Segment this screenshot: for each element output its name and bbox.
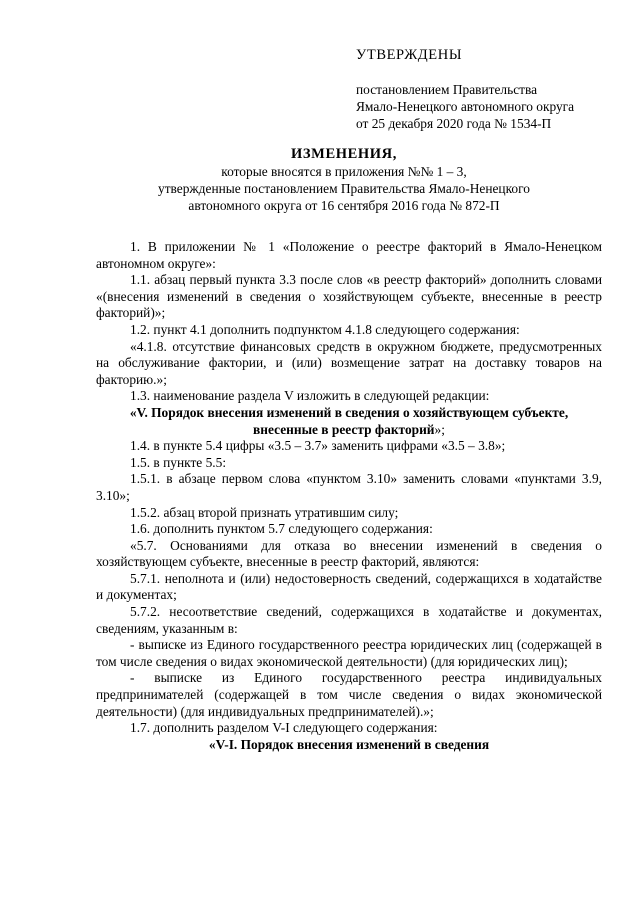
paragraph: 1.5. в пункте 5.5: bbox=[130, 454, 227, 470]
approval-line: постановлением Правительства bbox=[356, 82, 538, 97]
section-v-text: «V. Порядок внесения изменений в сведения о хозяйствующем субъекте, внесенные в реестр факторий bbox=[129, 404, 569, 437]
section-v-heading bbox=[96, 405, 602, 438]
paragraph: 1.4. в пункте 5.4 цифры «3.5 – 3.7» заменить цифрами «3.5 – 3.8»; bbox=[130, 438, 506, 454]
paragraph: «5.7. Основаниями для отказа во внесении изменений в сведения о хозяйствующем субъекте, внесенные в реестр факторий, являются: bbox=[96, 537, 602, 570]
paragraph: 1.5.2. абзац второй признать утратившим силу; bbox=[130, 504, 399, 520]
paragraph: 1.1. абзац первый пункта 3.3 после слов «в реестр факторий» дополнить словами «(внесения изменений в сведения о хозяйствующем субъекте, внесенные в реестр факторий)»; bbox=[96, 272, 602, 321]
paragraph: 1.5.1. в абзаце первом слова «пунктом 3.10» заменить словами «пунктами 3.9, 3.10»; bbox=[96, 471, 602, 503]
paragraph: 5.7.2. несоответствие сведений, содержащихся в ходатайстве и документах, сведениям, указанным в: bbox=[96, 604, 602, 636]
title-line: автономного округа от 16 сентября 2016 года № 872-П bbox=[188, 198, 500, 213]
paragraph: 1.3. наименование раздела V изложить в следующей редакции: bbox=[130, 388, 490, 404]
bullet-paragraph: - выписке из Единого государственного реестра юридических лиц (содержащей в том числе сведения о видах экономической деятельности) (для юридических лиц); bbox=[96, 637, 602, 669]
title-main: ИЗМЕНЕНИЯ, bbox=[291, 146, 397, 162]
document-title bbox=[96, 146, 592, 214]
paragraph: 1.7. дополнить разделом V-I следующего содержания: bbox=[130, 720, 438, 736]
title-line: которые вносятся в приложения №№ 1 – 3, bbox=[221, 164, 467, 179]
title-line: утвержденные постановлением Правительства Ямало-Ненецкого bbox=[158, 181, 530, 196]
section-vi-heading: «V-I. Порядок внесения изменений в сведения bbox=[208, 736, 490, 752]
paragraph: 1.6. дополнить пунктом 5.7 следующего содержания: bbox=[130, 521, 433, 537]
paragraph: «4.1.8. отсутствие финансовых средств в окружном бюджете, предусмотренных на обслуживание фактории, и (или) возмещение затрат на доставку товаров на факторию.»; bbox=[96, 338, 602, 387]
paragraph: 1. В приложении № 1 «Положение о реестре факторий в Ямало-Ненецком автономном округе»: bbox=[96, 239, 602, 271]
approval-heading: УТВЕРЖДЕНЫ bbox=[356, 47, 463, 63]
approval-line: от 25 декабря 2020 года № 1534-П bbox=[356, 116, 552, 131]
approval-block bbox=[356, 47, 616, 132]
section-v-suffix: »; bbox=[434, 421, 445, 437]
document-body bbox=[96, 239, 602, 753]
bullet-paragraph: - выписке из Единого государственного реестра индивидуальных предпринимателей (содержащей в том числе сведения о видах экономической деятельности) (для индивидуальных предпринимателей).»; bbox=[96, 670, 602, 719]
paragraph: 1.2. пункт 4.1 дополнить подпунктом 4.1.8 следующего содержания: bbox=[130, 321, 520, 337]
approval-line: Ямало-Ненецкого автономного округа bbox=[356, 99, 575, 114]
paragraph: 5.7.1. неполнота и (или) недостоверность сведений, содержащихся в ходатайстве и документах; bbox=[96, 570, 602, 603]
